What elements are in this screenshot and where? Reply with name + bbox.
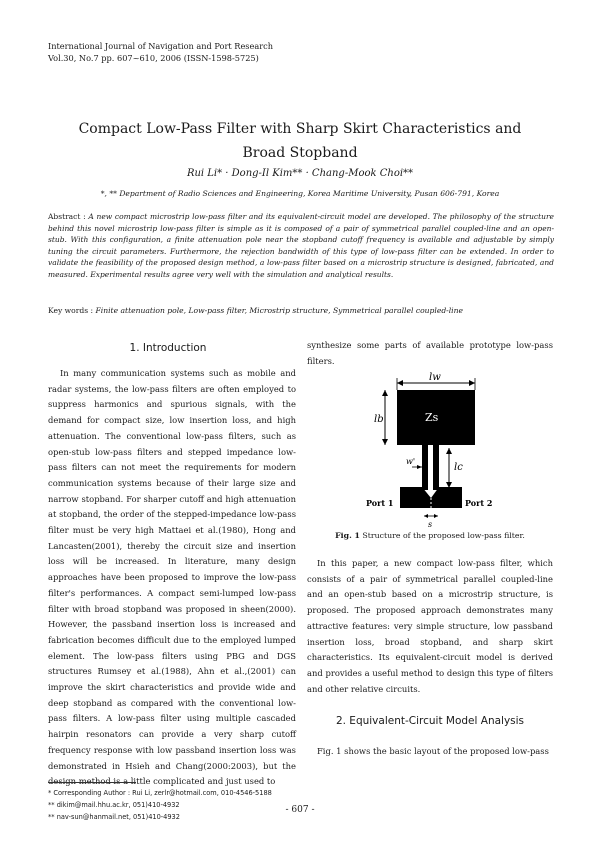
footnote-2: ** dikim@mail.hhu.ac.kr, 051)410-4932 <box>48 801 180 809</box>
label-lc: lc <box>454 462 463 473</box>
right-column-continuation <box>307 338 553 369</box>
footnote-divider <box>48 782 136 783</box>
journal-volume: Vol.30, No.7 pp. 607~610, 2006 (ISSN-1598-5725) <box>48 52 259 63</box>
continuation-text: synthesize some parts of available prototype low-pass filters. <box>307 340 553 366</box>
right-column-paragraph <box>307 556 553 697</box>
abstract-label: Abstract : <box>48 212 89 221</box>
footnote-3: ** nav-sun@hanmail.net, 051)410-4932 <box>48 813 180 821</box>
label-lw: lw <box>429 372 441 383</box>
label-port1: Port 1 <box>366 498 394 508</box>
caption-text: Structure of the proposed low-pass filter. <box>359 531 525 540</box>
label-port2: Port 2 <box>465 498 493 508</box>
paper-overview-paragraph: In this paper, a new compact low-pass filter, which consists of a pair of symmetrical parallel coupled-line and an open-stub based on a microstrip structure, is proposed. The proposed approach demonstrates many attractive features: very simple structure, low passband insertion loss, broad stopband, and sharp skirt characteristics. Its equivalent-circuit model is derived and provides a useful method to design this type of filters and other relative circuits. <box>307 558 553 694</box>
section-2-body <box>307 744 553 760</box>
label-lb: lb <box>374 414 384 425</box>
section-1-heading: 1. Introduction <box>129 342 207 354</box>
title-line-1: Compact Low-Pass Filter with Sharp Skirt Characteristics and <box>78 121 522 137</box>
title-line-2: Broad Stopband <box>242 145 358 161</box>
intro-paragraph: In many communication systems such as mobile and radar systems, the low-pass filters are often employed to suppress harmonics and spurious signals, with the demand for compact size, low insertion loss, and high attenuation. The conventional low-pass filters, such as open-stub low-pass filters and stepped impedance low-pass filters can not meet the requirements for modern communication systems because of their large size and narrow stopband. For sharper cutoff and high attenuation at stopband, the order of the stepped-impedance low-pass filter must be very high Mattaei et al.(1980), Hong and Lancasten(2001), thereby the circuit size and insertion loss will be increased. In literature, many design approaches have been proposed to improve the low-pass filter's performances. A compact semi-lumped low-pass filter with broad stopband was proposed in sheen(2000). However, the passband insertion loss is increased and fabrication becomes difficult due to the employed lumped element. The low-pass filters using PBG and DGS structures Rumsey et al.(1988), Ahn et al.,(2001) can improve the skirt characteristics and provide wide and deep stopband as compared with the conventional low-pass filters. A low-pass filter using multiple cascaded hairpin resonators can provide a very sharp cutoff frequency response with low passband insertion loss was demonstrated in Hsieh and Chang(2000:2003), but the design method is a little complicated and just used to <box>48 368 296 787</box>
authors: Rui Li* · Dong-Il Kim** · Chang-Mook Choi** <box>186 168 414 179</box>
figure-1-diagram <box>352 370 512 530</box>
label-zs: Zs <box>425 411 439 424</box>
label-w-prime: w' <box>406 457 416 466</box>
label-s: s <box>428 520 433 529</box>
abstract-text: A new compact microstrip low-pass filter and its equivalent-circuit model are developed. The philosophy of the structure behind this novel microstrip low-pass filter is simple as it is composed of a pair of symmetrical parallel coupled-line and an open-stub. With this configuration, a finite attenuation pole near the stopband cutoff frequency is available and adjustable by simply tuning the circuit parameters. Furthermore, the rejection bandwidth of this type of low-pass filter can be extended. In order to validate the feasibility of the proposed design method, a low-pass filter based on a microstrip structure is designed, fabricated, and measured. Experimental results agree very well with the simulation and analytical results. <box>48 212 554 279</box>
journal-name: International Journal of Navigation and Port Research <box>48 41 274 51</box>
keywords-label: Key words : <box>48 306 96 315</box>
abstract <box>48 211 554 281</box>
affiliation: *, ** Department of Radio Sciences and Engineering, Korea Maritime University, Pusan 606-791, Korea <box>100 189 500 198</box>
section-2-text: Fig. 1 shows the basic layout of the proposed low-pass <box>317 746 549 756</box>
figure-1-caption <box>307 531 553 540</box>
keywords <box>48 305 554 316</box>
section-2-heading: 2. Equivalent-Circuit Model Analysis <box>335 715 525 727</box>
caption-label: Fig. 1 <box>335 531 360 540</box>
paper-title <box>60 117 540 165</box>
keywords-text: Finite attenuation pole, Low-pass filter, Microstrip structure, Symmetrical parallel coupled-line <box>95 306 463 315</box>
page-number: - 607 - <box>285 805 315 815</box>
footnote-1: * Corresponding Author : Rui Li, zerlr@hotmail.com, 010-4546-5188 <box>48 789 272 797</box>
journal-header <box>48 41 273 64</box>
left-column <box>48 366 296 790</box>
